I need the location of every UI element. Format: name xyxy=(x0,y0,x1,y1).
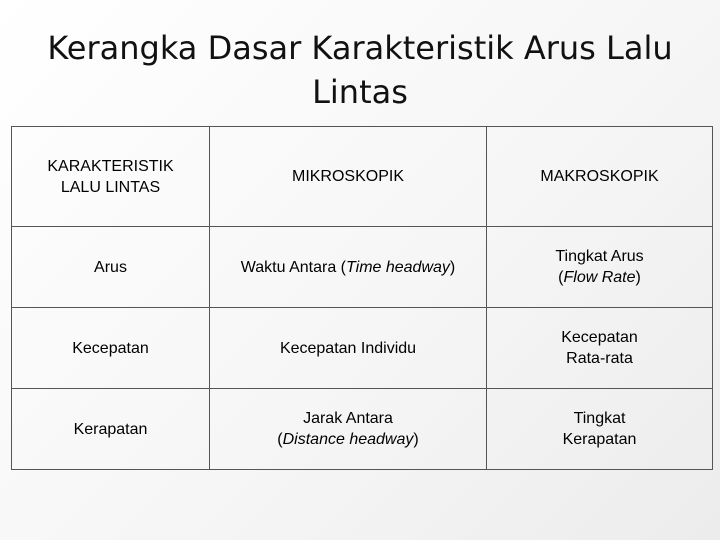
cell-text: Kecepatan xyxy=(72,339,149,357)
characteristic-cell xyxy=(12,227,210,308)
cell-text: Kecepatan Individu xyxy=(279,339,417,357)
slide-title: Kerangka Dasar Karakteristik Arus Lalu Lintas xyxy=(47,29,673,111)
micro-cell xyxy=(210,389,487,470)
characteristic-cell xyxy=(12,308,210,389)
cell-text: Kerapatan xyxy=(562,431,637,448)
cell-text: Tingkat xyxy=(573,410,626,427)
cell-text: Tingkat Arus xyxy=(555,248,644,265)
header-text: LALU LINTAS xyxy=(60,178,161,196)
micro-cell xyxy=(210,227,487,308)
cell-text: Rata-rata xyxy=(566,350,633,367)
cell-term: Time headway xyxy=(346,258,450,276)
micro-cell xyxy=(210,308,487,389)
cell-term: Distance headway xyxy=(282,431,414,448)
header-text: MAKROSKOPIK xyxy=(540,168,659,185)
cell-text: Jarak Antara xyxy=(303,410,393,427)
macro-cell xyxy=(487,308,713,389)
cell-text: Kerapatan xyxy=(73,420,148,438)
macro-cell xyxy=(487,389,713,470)
header-text: MIKROSKOPIK xyxy=(291,168,405,185)
table-header-row xyxy=(12,127,713,227)
header-cell-characteristic xyxy=(12,127,210,227)
cell-text: Arus xyxy=(94,258,127,276)
cell-term: Flow Rate xyxy=(563,269,636,286)
cell-text: ) xyxy=(413,431,419,448)
cell-text: ( xyxy=(277,431,283,448)
cell-text: Waktu Antara ( xyxy=(240,258,346,276)
table-row xyxy=(12,389,713,470)
cell-text: ) xyxy=(635,269,641,286)
cell-text: Kecepatan xyxy=(561,329,638,346)
header-cell-micro xyxy=(210,127,487,227)
header-cell-macro xyxy=(487,127,713,227)
macro-cell xyxy=(487,227,713,308)
header-text: KARAKTERISTIK xyxy=(47,157,174,175)
table-row xyxy=(12,308,713,389)
characteristic-cell xyxy=(12,389,210,470)
table-row xyxy=(12,227,713,308)
cell-text: ) xyxy=(449,258,456,276)
characteristics-table xyxy=(11,126,713,470)
cell-text: ( xyxy=(558,269,564,286)
